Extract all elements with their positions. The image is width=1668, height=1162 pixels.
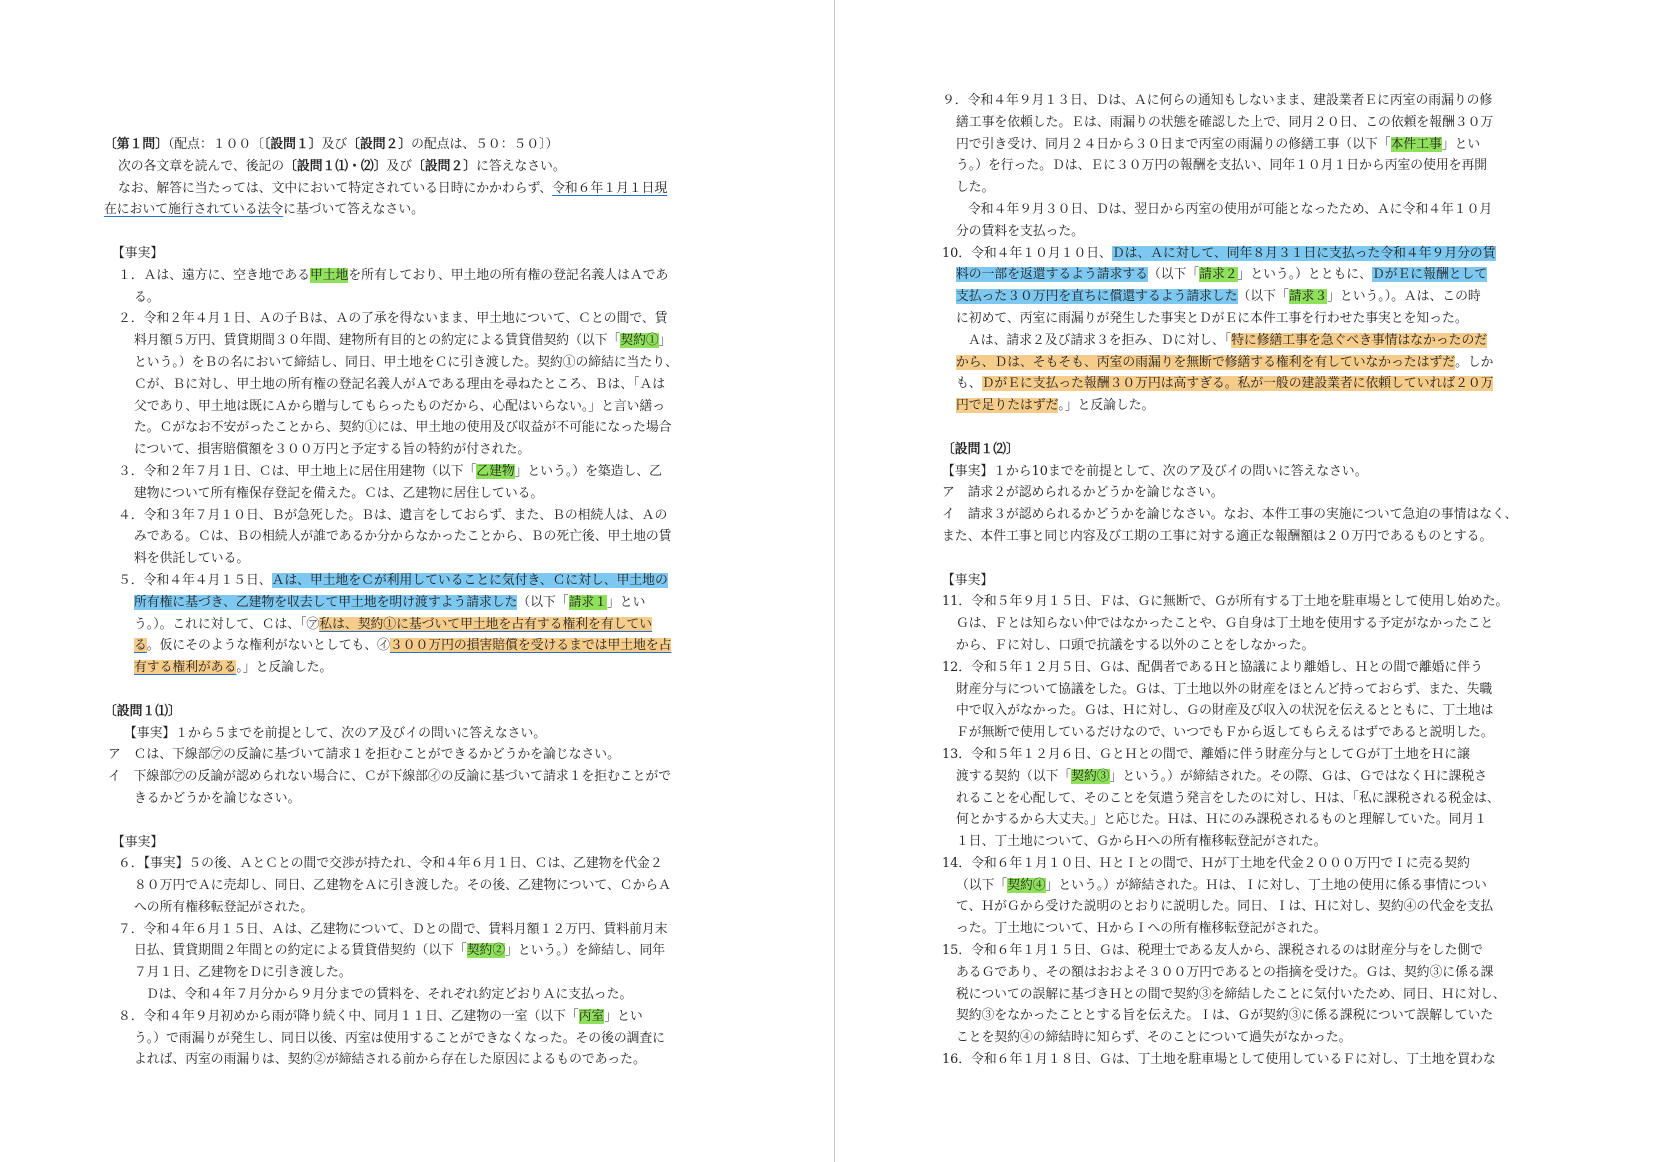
text-span: 〔設問１⑴〕 [104,703,181,719]
text-span: 」という。）が締結された。その際、Ｇは、ＧではなくＨに課税さ [1109,768,1488,784]
text-span: 建物について所有権保存登記を備えた。Ｃは、乙建物に居住している。 [134,485,544,501]
text-span: 【事実】 [942,572,994,588]
text-span: う。）で雨漏りが発生し、同日以後、丙室は使用することができなくなった。その後の調査に [134,1030,666,1046]
text-line [942,395,1578,417]
text-line [104,875,740,897]
text-span: 」という。）が締結された。Ｈは、Ｉに対し、丁土地の使用に係る事情につい [1045,877,1487,893]
text-line [942,918,1578,940]
text-span: への所有権移転登記がされた。 [134,899,314,915]
highlighted-text: る [134,638,147,654]
text-line [104,788,740,810]
highlighted-text: 特に修繕工事を急ぐべき事情はなかったのだ [1231,332,1488,348]
text-span: （以下「 [517,594,569,610]
text-span: ８．令和４年９月初めから雨が降り続く中、同月１１日、乙建物の一室（以下「 [118,1008,579,1024]
text-span: （以下「 [1147,267,1200,283]
text-line [942,504,1578,526]
text-span: に答えなさい。 [476,158,566,174]
text-line [104,919,740,941]
text-span: ア 請求２が認められるかどうかを論じなさい。 [942,485,1224,501]
text-line [942,177,1578,199]
text-line [104,526,740,548]
text-span: 〔第１問〕 [104,137,168,152]
blank-line [104,679,740,701]
text-line [942,112,1578,134]
text-line [104,570,740,592]
text-span: 父であり、甲土地は既にＡから贈与してもらったものだから、心配はいらない。」と言い繕っ [134,398,666,414]
text-line [942,700,1578,722]
text-span: 及び [321,137,348,152]
highlighted-text: 契約① [620,333,659,349]
text-line [104,723,740,745]
text-span: を所有しており、甲土地の所有権の登記名義人はＡであ [348,267,669,283]
highlighted-text: 丙室 [578,1008,605,1024]
text-line [104,308,740,330]
text-span: 〔設問１⑵〕 [942,441,1019,457]
text-span: 13．令和５年１２月６日、ＧとＨとの間で、離婚に伴う財産分与としてＧが丁土地をＨに譲 [942,746,1470,762]
text-span: 」とい [604,1008,643,1024]
text-span: 日払、賃貸期間２年間との約定による賃貸借契約（以下「 [134,943,467,959]
text-line [942,591,1578,613]
text-span: また、本件工事と同じ内容及び工期の工事に対する適正な報酬額は２０万円であるものとする。 [942,528,1493,544]
text-span: に初めて、丙室に雨漏りが発生した事実とＤがＥに本件工事を行わせた事実とを知った。 [956,310,1468,326]
text-line [104,1006,740,1028]
text-line [104,984,740,1006]
text-span: 〔設問１〕 [263,137,322,152]
text-span: 財産分与について協議をした。Ｇは、丁土地以外の財産をほとんど持っておらず、また、失職 [956,681,1493,697]
text-span: した。 [956,180,995,196]
highlighted-text: ＤがＥに報酬として [1371,267,1488,283]
text-span: れることを心配して、そのことを気遣う発言をしたのに対し、Ｈは、「私に課税される税金は、 [956,790,1500,806]
text-span: 渡する契約（以下「 [956,768,1072,784]
text-line [942,635,1578,657]
text-line [942,984,1578,1006]
text-span: 【事実】 [112,834,164,850]
text-line [942,962,1578,984]
text-span: 10．令和４年１０月１０日、 [942,245,1112,261]
text-line [104,352,740,374]
text-span: る。 [134,289,160,305]
text-span: あるＧであり、その額はおおよそ３００万円であるとの指摘を受けた。Ｇは、契約③に係る課 [956,964,1494,980]
text-span: きるかどうかを論じなさい。 [134,790,301,806]
text-span: １．Ａは、遠方に、空き地である [118,267,310,283]
text-line [942,788,1578,810]
text-span: た。Ｃがなお不安がったことから、契約①には、甲土地の使用及び収益が不可能になった場合 [134,420,672,436]
text-line [942,744,1578,766]
text-span: て、ＨがＧから受けた説明のとおりに説明した。同日、Ｉは、Ｈに対し、契約④の代金を支払 [956,899,1494,915]
text-span: １日、丁土地について、ＧからＨへの所有権移転登記がされた。 [956,834,1327,850]
text-line [942,1027,1578,1049]
text-span: 。」と反論した。 [236,660,333,676]
text-span: 令和４年９月３０日、Ｄは、翌日から丙室の使用が可能となったため、Ａに令和４年１０月 [968,201,1493,217]
text-span: なお、解答に当たっては、文中において特定されている日時にかかわらず、 [118,180,553,196]
text-line [104,940,740,962]
text-span: 。仮にそのような権利がないとしても、㋑ [146,638,390,654]
text-line [942,1005,1578,1027]
text-line [942,831,1578,853]
text-line [104,243,740,265]
highlighted-text: 乙建物 [476,463,515,479]
text-line [942,439,1578,461]
text-line [942,875,1578,897]
text-span: 円で引き受け、同月２４日から３０日まで丙室の雨漏りの修繕工事（以下「 [956,136,1391,152]
text-span: 【事実】１から10までを前提として、次のア及びイの問いに答えなさい。 [942,463,1368,479]
text-span: 料月額５万円、賃貸期間３０年間、建物所有目的との約定による賃貸借契約（以下「 [134,333,621,349]
text-span: 【事実】 [112,245,164,261]
blank-line [104,810,740,832]
text-line [104,287,740,309]
text-span: Ａは、請求２及び請求３を拒み、Ｄに対し、「 [968,332,1232,348]
right-page [835,0,1668,1162]
text-line [104,439,740,461]
text-line [942,155,1578,177]
text-line [942,679,1578,701]
text-line [942,221,1578,243]
text-span: も、 [956,376,982,392]
text-span: という。）をＢの名において締結し、同日、甲土地をＣに引き渡した。契約①の締結に当たり、 [134,354,678,370]
text-line [942,940,1578,962]
text-span: 」という。）。Ａは、この時 [1327,289,1481,305]
text-span: の配点は、５０：５０〕） [411,137,559,152]
text-span: 契約③をなかったこととする旨を伝えた。Ｉは、Ｇが契約③に係る課税について誤解していた [956,1008,1494,1024]
text-span: ６．【事実】５の後、ＡとＣとの間で交渉が持たれ、令和４年６月１日、Ｃは、乙建物を代金２ [118,856,663,872]
highlighted-text: から、Ｄは、そもそも、丙室の雨漏りを無断で修繕する権利を有していなかったはずだ [956,354,1456,370]
text-span: から、Ｆに対し、口頭で抗議をする以外のことをしなかった。 [956,637,1315,653]
text-line [104,199,740,221]
highlighted-text: 所有権に基づき、乙建物を収去して甲土地を明け渡すよう請求した [134,594,518,610]
text-line [942,896,1578,918]
text-line [104,635,740,657]
text-span: よれば、丙室の雨漏りは、契約②が締結される前から存在した原因によるものであった。 [134,1052,646,1068]
text-span: に基づいて答えなさい。 [283,202,424,218]
text-line [104,832,740,854]
highlighted-text: ３００万円の損害賠償を受けるまでは甲土地を占 [389,638,672,654]
text-span: イ 下線部㋐の反論が認められない場合に、Ｃが下線部㋑の反論に基づいて請求１を拒むことがで [108,769,672,785]
text-line [104,853,740,875]
text-span: 」とい [606,594,646,610]
text-line [104,178,740,200]
text-span: 次の各文章を読んで、後記の [118,158,285,174]
text-span: ９．令和４年９月１３日、Ｄは、Ａに何らの通知もしないまま、建設業者Ｅに丙室の雨漏りの修 [942,93,1493,108]
text-line [104,744,740,766]
text-line [942,1049,1578,1071]
highlighted-text: 契約④ [1007,877,1046,893]
text-line [942,330,1578,352]
text-line [104,483,740,505]
text-span: みである。Ｃは、Ｂの相続人が誰であるか分からなかったことから、Ｂの死亡後、甲土地の賃 [134,529,672,545]
text-line [104,592,740,614]
highlighted-text: ＤがＥに支払った報酬３０万円は高すぎる。私が一般の建設業者に依頼していれば２０万 [981,376,1494,392]
text-line [104,461,740,483]
text-span: イ 請求３が認められるかどうかを論じなさい。なお、本件工事の実施について急迫の事情はなく、 [942,507,1518,523]
text-span: 〔設問２〕 [347,137,412,152]
text-span: Ｇは、Ｆとは知らない仲ではなかったことや、Ｇ自身は丁土地を使用する予定がなかったこと [956,616,1494,632]
highlighted-text: Ａは、甲土地をＣが利用していることに気付き、Ｃに対し、甲土地の [271,572,668,588]
text-span: 何とかするから大丈夫。」と応じた。Ｈは、Ｈにのみ課税されるものと理解していた。同月１ [956,812,1488,828]
text-line [942,308,1578,330]
highlighted-text: 本件工事 [1390,136,1442,152]
text-span: ５．令和４年４月１５日、 [118,572,272,588]
text-line [942,352,1578,374]
text-span: ことを契約④の締結時に知らず、そのことについて過失がなかった。 [956,1030,1352,1046]
text-span: 」とい [1441,136,1481,152]
text-line [104,657,740,679]
text-line [104,548,740,570]
highlighted-text: 請求２ [1199,267,1238,283]
text-line [942,461,1578,483]
text-line [942,809,1578,831]
text-span: 」 [658,333,672,349]
text-span: （以下「 [956,877,1008,893]
text-line [104,396,740,418]
text-line [104,417,740,439]
text-span: 税についての誤解に基づきＨとの間で契約③を締結したことに気付いたため、同日、Ｈに対し、 [956,986,1506,1002]
highlighted-text: 契約③ [1071,768,1110,784]
text-span: う。）。これに対して、Ｃは、「㋐ [134,616,320,632]
text-span: 11．令和５年９月１５日、Ｆは、Ｇに無断で、Ｇが所有する丁土地を駐車場として使用し始めた。 [942,594,1509,610]
text-span: 〔設問１⑴・⑵〕 [284,158,387,174]
text-span: Ｆが無断で使用しているだけなので、いつでもＦから返してもらえるはずであると説明した。 [956,725,1494,741]
text-span: 料を供託している。 [134,551,250,567]
highlighted-text: Ｄは、Ａに対して、同年８月３１日に支払った令和４年９月分の賃 [1111,245,1496,261]
text-line [942,199,1578,221]
text-span: 繕工事を依頼した。Ｅは、雨漏りの状態を確認した上で、同月２０日、この依頼を報酬３０万 [956,114,1494,130]
highlighted-text: 請求３ [1288,289,1328,305]
text-span: Ｃが、Ｂに対し、甲土地の所有権の登記名義人がＡである理由を尋ねたところ、Ｂは、「Ａは [134,376,666,392]
text-span: ３．令和２年７月１日、Ｃは、甲土地上に居住用建物（以下「 [118,463,477,479]
text-span: ア Ｃは、下線部㋐の反論に基づいて請求１を拒むことができるかどうかを論じなさい。 [108,747,620,763]
text-span: 中で収入がなかった。Ｇは、Ｈに対し、Ｇの財産及び収入の状況を伝えるとともに、丁土地は [956,703,1494,719]
text-line [104,614,740,636]
text-span: 〔設問２〕 [412,158,477,174]
text-line [104,766,740,788]
text-line [104,505,740,527]
text-span: 及び [386,158,413,174]
text-line [104,265,740,287]
text-span: 令和６年１月１日現 [552,180,668,196]
text-line [104,962,740,984]
text-span: ２．令和２年４月１日、Ａの子Ｂは、Ａの了承を得ないまま、甲土地について、Ｃとの間で、賃 [118,311,668,327]
text-line [104,701,740,723]
blank-line [942,417,1578,439]
text-span: ７．令和４年６月１５日、Ａは、乙建物について、Ｄとの間で、賃料月額１２万円、賃料前月末 [118,921,668,937]
blank-line [942,548,1578,570]
text-line [942,264,1578,286]
text-line [942,482,1578,504]
text-span: ７月１日、乙建物をＤに引き渡した。 [134,965,352,981]
text-line [942,90,1578,112]
text-line [942,134,1578,156]
text-span: 」という。）とともに、 [1237,267,1372,283]
highlighted-text: 円で足りたはずだ [956,398,1059,414]
highlighted-text: 私は、契約①に基づいて甲土地を占有する権利を有してい [319,616,653,632]
text-line [104,1028,740,1050]
text-span: 12．令和５年１２月５日、Ｇは、配偶者であるＨと協議により離婚し、Ｈとの間で離婚に伴う [942,659,1483,675]
highlighted-text: 甲土地 [309,267,349,283]
text-line [104,330,740,352]
text-line [942,570,1578,592]
text-line [942,526,1578,548]
text-line [942,286,1578,308]
text-line [942,613,1578,635]
text-line [942,853,1578,875]
text-span: 15．令和６年１月１５日、Ｇは、税理士である友人から、課税されるのは財産分与をした側で [942,943,1483,959]
text-span: 16．令和６年１月１８日、Ｇは、丁土地を駐車場として使用しているＦに対し、丁土地を買わな [942,1052,1496,1068]
text-line [104,897,740,919]
text-line [942,243,1578,265]
text-line [942,373,1578,395]
blank-line [104,221,740,243]
highlighted-text: 支払った３０万円を直ちに償還するよう請求した [956,289,1238,305]
text-span: について、損害賠償額を３００万円と予定する旨の特約が付された。 [134,442,531,458]
highlighted-text: 有する権利がある [134,660,237,676]
text-line [942,722,1578,744]
text-line [104,156,740,178]
text-span: Ｄは、令和４年７月分から９月分までの賃料を、それぞれ約定どおりＡに支払った。 [146,987,633,1003]
highlighted-text: 料の一部を返還するよう請求する [956,267,1148,283]
highlighted-text: 契約② [466,943,506,959]
text-span: 【事実】１から５までを前提として、次のア及びイの問いに答えなさい。 [124,725,547,741]
text-span: 」という。）を築造し、乙 [514,463,662,479]
text-span: （配点：１００〔 [167,137,264,152]
text-span: ８０万円でＡに売却し、同日、乙建物をＡに引き渡した。その後、乙建物について、ＣからＡ [134,878,671,894]
text-line [104,1049,740,1071]
text-span: ４．令和３年７月１０日、Ｂが急死した。Ｂは、遺言をしておらず、また、Ｂの相続人は、Ａの [118,507,668,523]
text-span: 14．令和６年１月１０日、ＨとＩとの間で、Ｈが丁土地を代金２０００万円でＩに売る契約 [942,855,1470,871]
text-span: 」という。）を締結し、同年 [505,943,666,959]
text-span: 。しか [1455,354,1494,370]
text-span: 分の賃料を支払った。 [956,223,1084,239]
text-line [104,134,740,156]
text-span: う。）を行った。Ｄは、Ｅに３０万円の報酬を支払い、同年１０月１日から丙室の使用を再開 [956,158,1488,174]
text-span: （以下「 [1237,289,1289,305]
highlighted-text: 請求１ [568,594,607,610]
text-span: 。」と反論した。 [1058,398,1155,414]
text-span: った。丁土地について、ＨからＩへの所有権移転登記がされた。 [956,921,1327,937]
text-span: 在において施行されている法令 [104,202,284,218]
text-line [104,374,740,396]
text-line [942,766,1578,788]
text-line [942,657,1578,679]
